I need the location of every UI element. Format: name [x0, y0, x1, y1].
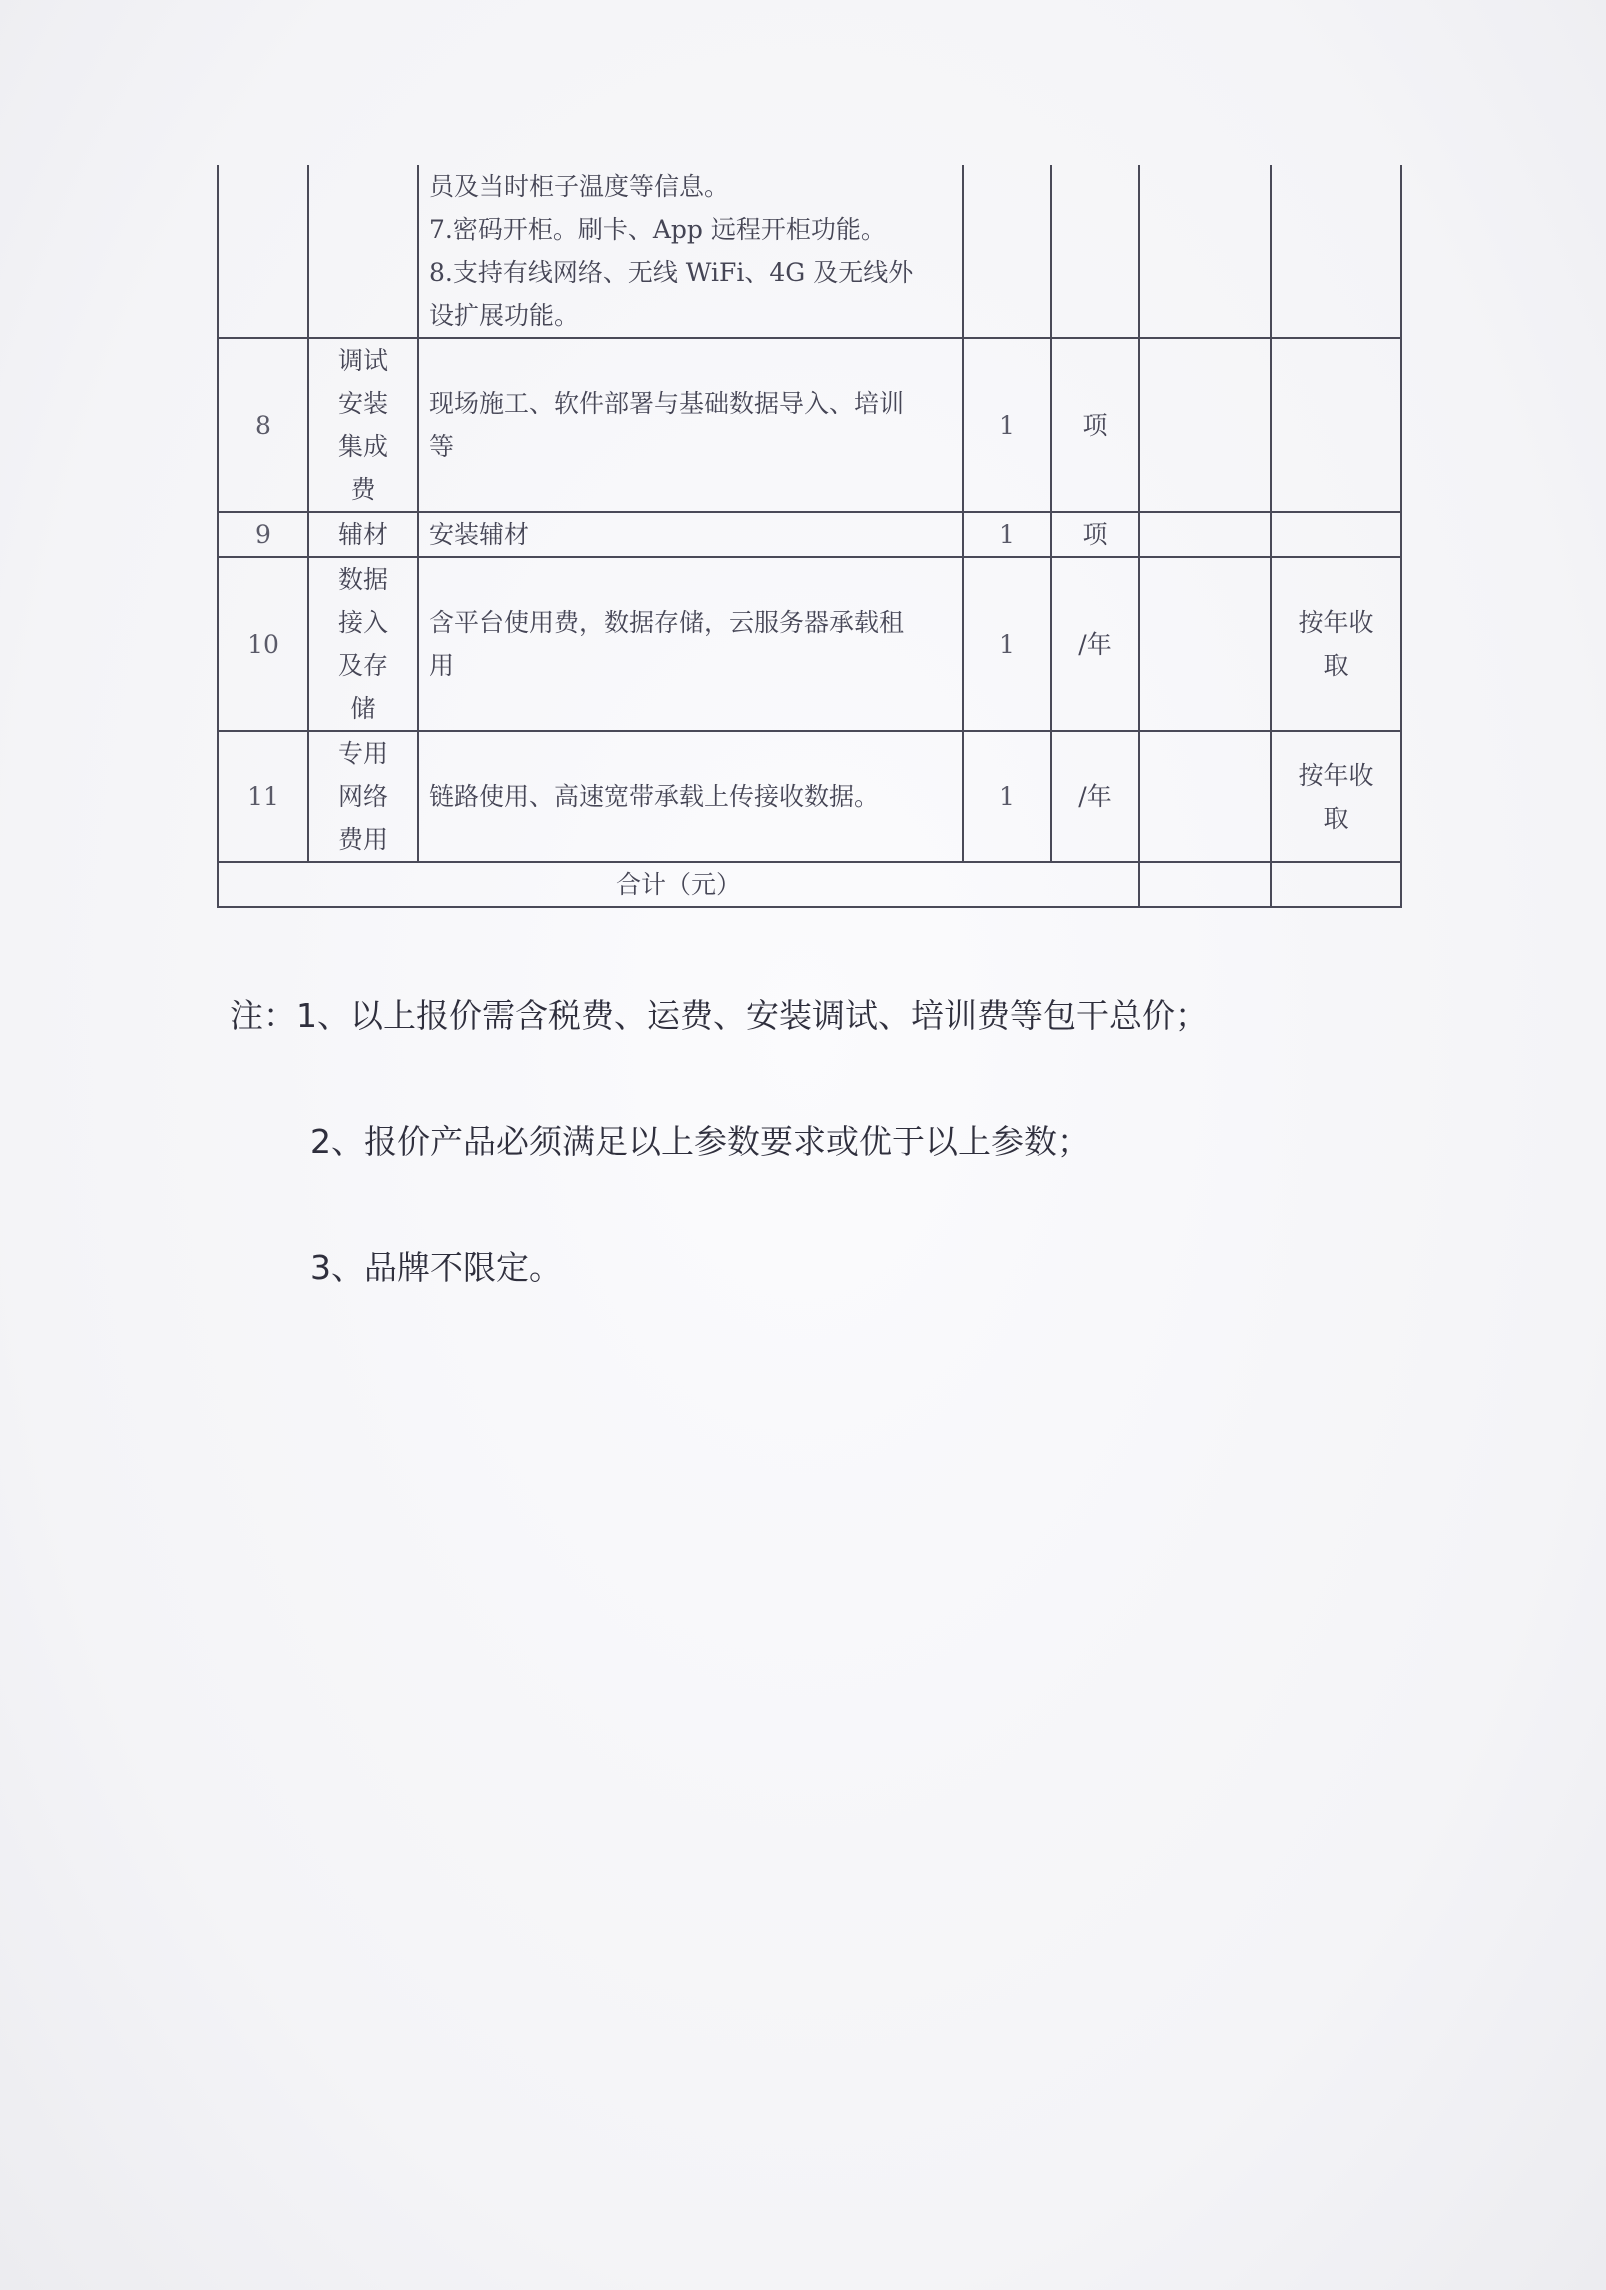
unit-cell: /年 [1051, 557, 1139, 731]
item-name-cell [308, 338, 418, 512]
description-cell [418, 165, 963, 338]
item-name-line: 集成 [337, 432, 388, 461]
description-line: 用 [429, 651, 455, 680]
item-name-line: 费 [350, 475, 376, 504]
description-line: 等 [429, 432, 455, 461]
unit-cell: 项 [1051, 512, 1139, 557]
item-name-line: 及存 [337, 651, 388, 680]
item-name-cell [308, 512, 418, 557]
price-cell [1139, 731, 1271, 862]
note-2: 2、报价产品必须满足以上参数要求或优于以上参数； [310, 1122, 1090, 1161]
description-line: 7.密码开柜。刷卡、App 远程开柜功能。 [429, 215, 886, 244]
quantity-cell: 1 [963, 338, 1051, 512]
item-name-line: 调试 [337, 346, 388, 375]
remark-cell [1271, 512, 1401, 557]
item-name-cell [308, 557, 418, 731]
remark-cell [1271, 731, 1401, 862]
description-line: 链路使用、高速宽带承载上传接收数据。 [429, 782, 880, 811]
unit-cell [1051, 165, 1139, 338]
description-cell [418, 731, 963, 862]
unit-cell: /年 [1051, 731, 1139, 862]
unit-cell: 项 [1051, 338, 1139, 512]
remark-cell [1271, 338, 1401, 512]
item-name-line: 专用 [337, 739, 388, 768]
table-row [218, 338, 1401, 512]
price-cell [1139, 557, 1271, 731]
row-number: 8 [218, 338, 308, 512]
description-line: 安装辅材 [429, 520, 530, 549]
item-name-line: 辅材 [337, 520, 388, 549]
remark-cell [1271, 557, 1401, 731]
total-value [1139, 862, 1271, 907]
description-line: 设扩展功能。 [429, 301, 580, 330]
price-cell [1139, 338, 1271, 512]
row-number: 9 [218, 512, 308, 557]
total-remark [1271, 862, 1401, 907]
item-name-line: 网络 [337, 782, 388, 811]
table-row [218, 512, 1401, 557]
row-number: 10 [218, 557, 308, 731]
item-name-line: 接入 [337, 608, 388, 637]
quantity-cell: 1 [963, 512, 1051, 557]
description-cell [418, 338, 963, 512]
remark-line: 取 [1323, 651, 1349, 680]
table-row-continued [218, 165, 1401, 338]
item-name-line: 安装 [337, 389, 388, 418]
note-3: 3、品牌不限定。 [310, 1248, 562, 1287]
description-line: 含平台使用费，数据存储，云服务器承载租 [429, 608, 905, 637]
item-name-cell [308, 731, 418, 862]
price-cell [1139, 165, 1271, 338]
description-cell [418, 512, 963, 557]
remark-line: 取 [1323, 803, 1349, 833]
description-line: 员及当时柜子温度等信息。 [429, 172, 730, 201]
description-cell [418, 557, 963, 731]
row-number: 11 [218, 731, 308, 862]
total-label: 合计（元） [218, 862, 1139, 907]
total-row [218, 862, 1401, 907]
note-1: 注：1、以上报价需含税费、运费、安装调试、培训费等包干总价； [230, 996, 1208, 1035]
remark-cell [1271, 165, 1401, 338]
item-name-line: 储 [350, 694, 376, 723]
quantity-cell: 1 [963, 731, 1051, 862]
quantity-cell: 1 [963, 557, 1051, 731]
item-name-line: 费用 [337, 825, 388, 854]
quantity-cell [963, 165, 1051, 338]
price-cell [1139, 512, 1271, 557]
remark-line: 按年收 [1298, 608, 1374, 637]
table-row [218, 731, 1401, 862]
table-row [218, 557, 1401, 731]
remark-line: 按年收 [1298, 760, 1374, 790]
no-cell [218, 165, 308, 338]
item-name-line: 数据 [337, 565, 388, 594]
description-line: 现场施工、软件部署与基础数据导入、培训 [429, 389, 905, 418]
quotation-table [217, 165, 1402, 908]
item-name-cell [308, 165, 418, 338]
description-line: 8.支持有线网络、无线 WiFi、4G 及无线外 [429, 258, 914, 287]
